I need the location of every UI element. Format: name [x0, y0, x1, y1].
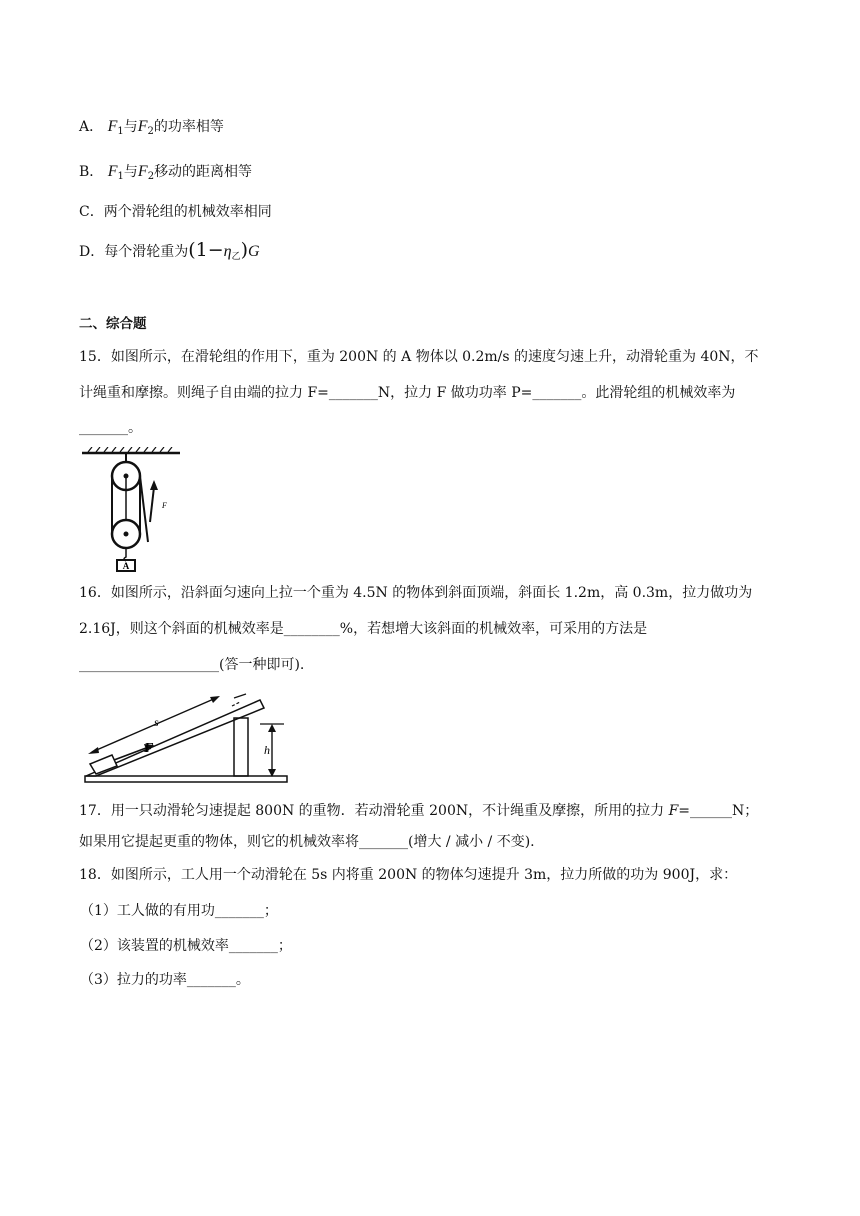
q15-line-3: _______。: [79, 420, 142, 436]
option-d-close: ): [240, 239, 249, 261]
option-d: [79, 240, 260, 267]
section-title: 二、综合题: [79, 316, 147, 332]
q18-line-1: 18．如图所示，工人用一个动滑轮在 5s 内将重 200N 的物体匀速提升 3m，拉力所做的功为 900J，求：: [79, 867, 738, 883]
option-a-f2-sub: 2: [147, 126, 154, 137]
option-a-mid: 与: [123, 119, 138, 135]
option-a-prefix: A．: [79, 119, 104, 135]
option-a-f1-sub: 1: [117, 126, 124, 137]
pulley-system-figure: [80, 447, 186, 572]
q17-line-2: 如果用它提起更重的物体，则它的机械效率将_______(增大 / 减小 / 不变).: [79, 834, 535, 850]
q16-line-2: 2.16J，则这个斜面的机械效率是________%，若想增大该斜面的机械效率，可采用的方法是: [79, 621, 648, 637]
q17-line-1-pre: 17．用一只动滑轮匀速提起 800N 的重物．若动滑轮重 200N，不计绳重及摩擦，所用的拉力: [79, 803, 669, 819]
option-a-f2: F: [137, 118, 148, 135]
option-b: [79, 162, 252, 187]
option-d-open: (1−: [188, 239, 224, 261]
option-b-prefix: B．: [79, 164, 104, 180]
option-b-f2-sub: 2: [147, 171, 155, 182]
incline-h-label: h: [264, 743, 270, 757]
q17-force-var: F: [668, 803, 679, 819]
option-d-g: G: [248, 243, 260, 260]
block-a-label: A: [122, 561, 130, 571]
option-b-mid: 与: [123, 164, 138, 180]
option-d-eta: η: [223, 243, 232, 260]
option-b-f2: F: [137, 163, 148, 180]
option-b-f1-sub: 1: [117, 171, 124, 182]
option-d-eta-sub: 乙: [231, 252, 241, 262]
incline-figure: [84, 692, 290, 788]
q18-sub-2: （2）该装置的机械效率_______；: [80, 938, 292, 954]
option-a-f1: F: [107, 118, 118, 135]
option-a-tail: 的功率相等: [153, 119, 224, 135]
q18-sub-1: （1）工人做的有用功_______；: [80, 903, 278, 919]
force-label: F: [162, 501, 167, 510]
q15-line-2: 计绳重和摩擦。则绳子自由端的拉力 F=_______N，拉力 F 做功功率 P=_______。此滑轮组的机械效率为: [79, 385, 736, 401]
option-b-f1: F: [107, 163, 118, 180]
q16-line-1: 16．如图所示，沿斜面匀速向上拉一个重为 4.5N 的物体到斜面顶端，斜面长 1.2m，高 0.3m，拉力做功为: [79, 585, 753, 601]
q17-line-1-post: =______N；: [678, 803, 759, 819]
q17-line-1: [79, 801, 758, 821]
incline-s-label: s: [154, 715, 159, 729]
incline-f-label: F: [144, 741, 154, 756]
option-b-tail: 移动的距离相等: [154, 164, 253, 180]
q18-sub-3: （3）拉力的功率_______。: [80, 972, 250, 988]
option-a: [79, 117, 224, 142]
option-c: C．两个滑轮组的机械效率相同: [79, 204, 272, 220]
option-d-prefix: D．每个滑轮重为: [79, 244, 189, 260]
q16-line-3: ____________________(答一种即可).: [79, 657, 305, 673]
q15-line-1: 15．如图所示，在滑轮组的作用下，重为 200N 的 A 物体以 0.2m/s 的速度匀速上升，动滑轮重为 40N，不: [79, 349, 759, 365]
